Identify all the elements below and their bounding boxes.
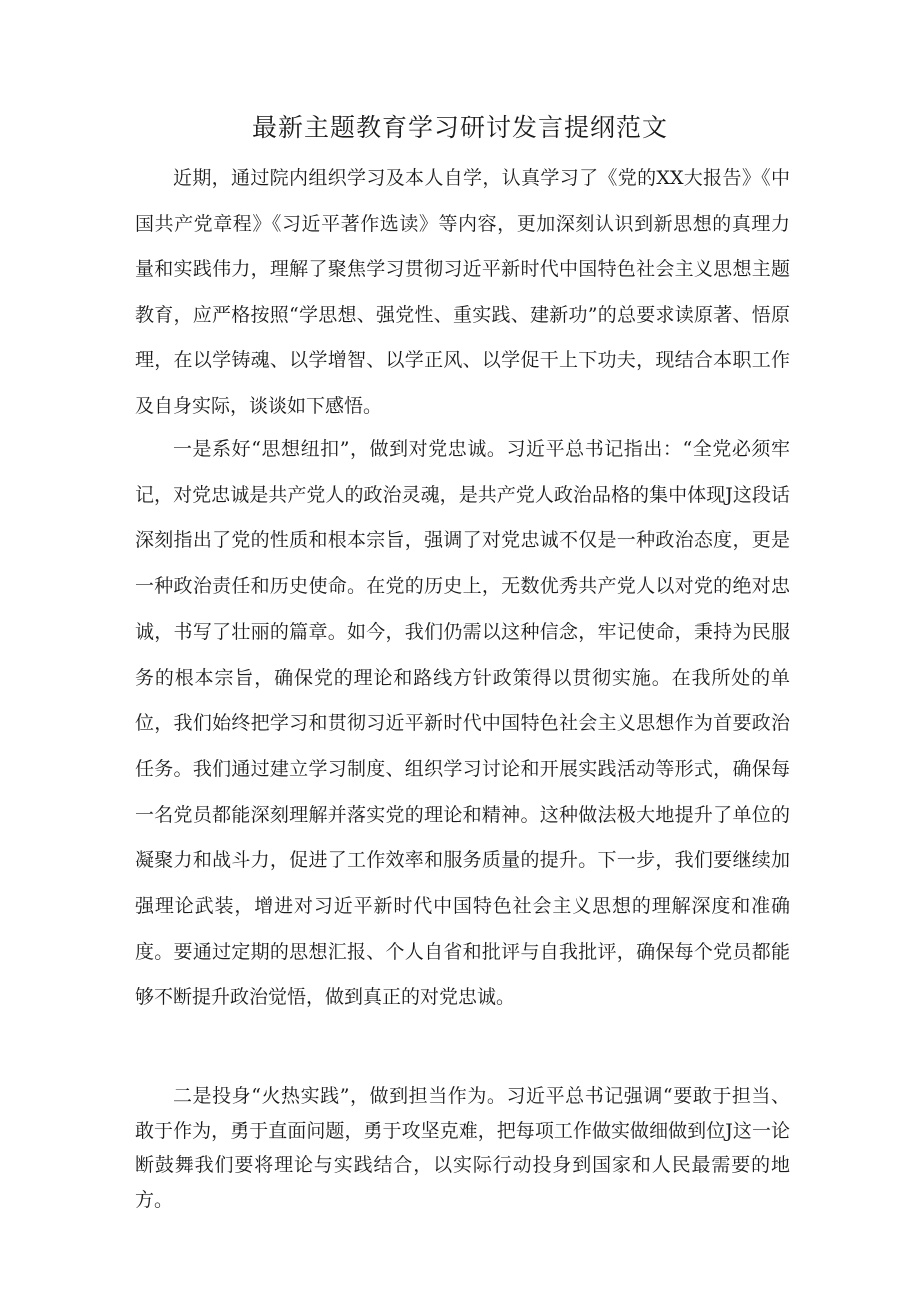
document-title: 最新主题教育学习研讨发言提纲范文 <box>251 113 668 142</box>
paragraph-intro: 近期，通过院内组织学习及本人自学，认真学习了《党的XX大报告》《中国共产党章程》《习近平著作选读》等内容，更加深刻认识到新思想的真理力量和实践伟力，理解了聚焦学习贯彻习近平新时代中国特色社会主义思想主题教育，应严格按照“学思想、强党性、重实践、建新功”的总要求读原著、悟原理，在以学铸魂、以学增智、以学正风、以学促干上下功夫，现结合本职工作及自身实际，谈谈如下感悟。 <box>135 167 790 417</box>
paragraph-practice: 二是投身“火热实践”，做到担当作为。习近平总书记强调“要敢于担当、敢于作为，勇于直面问题，勇于攻坚克难，把每项工作做实做细做到位J这一论断鼓舞我们要将理论与实践结合，以实际行动投身到国家和人民最需要的地方。 <box>135 1085 790 1211</box>
paragraph-loyalty: 一是系好“思想纽扣”，做到对党忠诚。习近平总书记指出：“全党必须牢记，对党忠诚是共产党人的政治灵魂，是共产党人政治品格的集中体现J这段话深刻指出了党的性质和根本宗旨，强调了对党忠诚不仅是一种政治态度，更是一种政治责任和历史使命。在党的历史上，无数优秀共产党人以对党的绝对忠诚，书写了壮丽的篇章。如今，我们仍需以这种信念，牢记使命，秉持为民服务的根本宗旨，确保党的理论和路线方针政策得以贯彻实施。在我所处的单位，我们始终把学习和贯彻习近平新时代中国特色社会主义思想作为首要政治任务。我们通过建立学习制度、组织学习讨论和开展实践活动等形式，确保每一名党员都能深刻理解并落实党的理论和精神。这种做法极大地提升了单位的凝聚力和战斗力，促进了工作效率和服务质量的提升。下一步，我们要继续加强理论武装，增进对习近平新时代中国特色社会主义思想的理解深度和准确度。要通过定期的思想汇报、个人自省和批评与自我批评，确保每个党员都能够不断提升政治觉悟，做到真正的对党忠诚。 <box>135 438 790 1009</box>
